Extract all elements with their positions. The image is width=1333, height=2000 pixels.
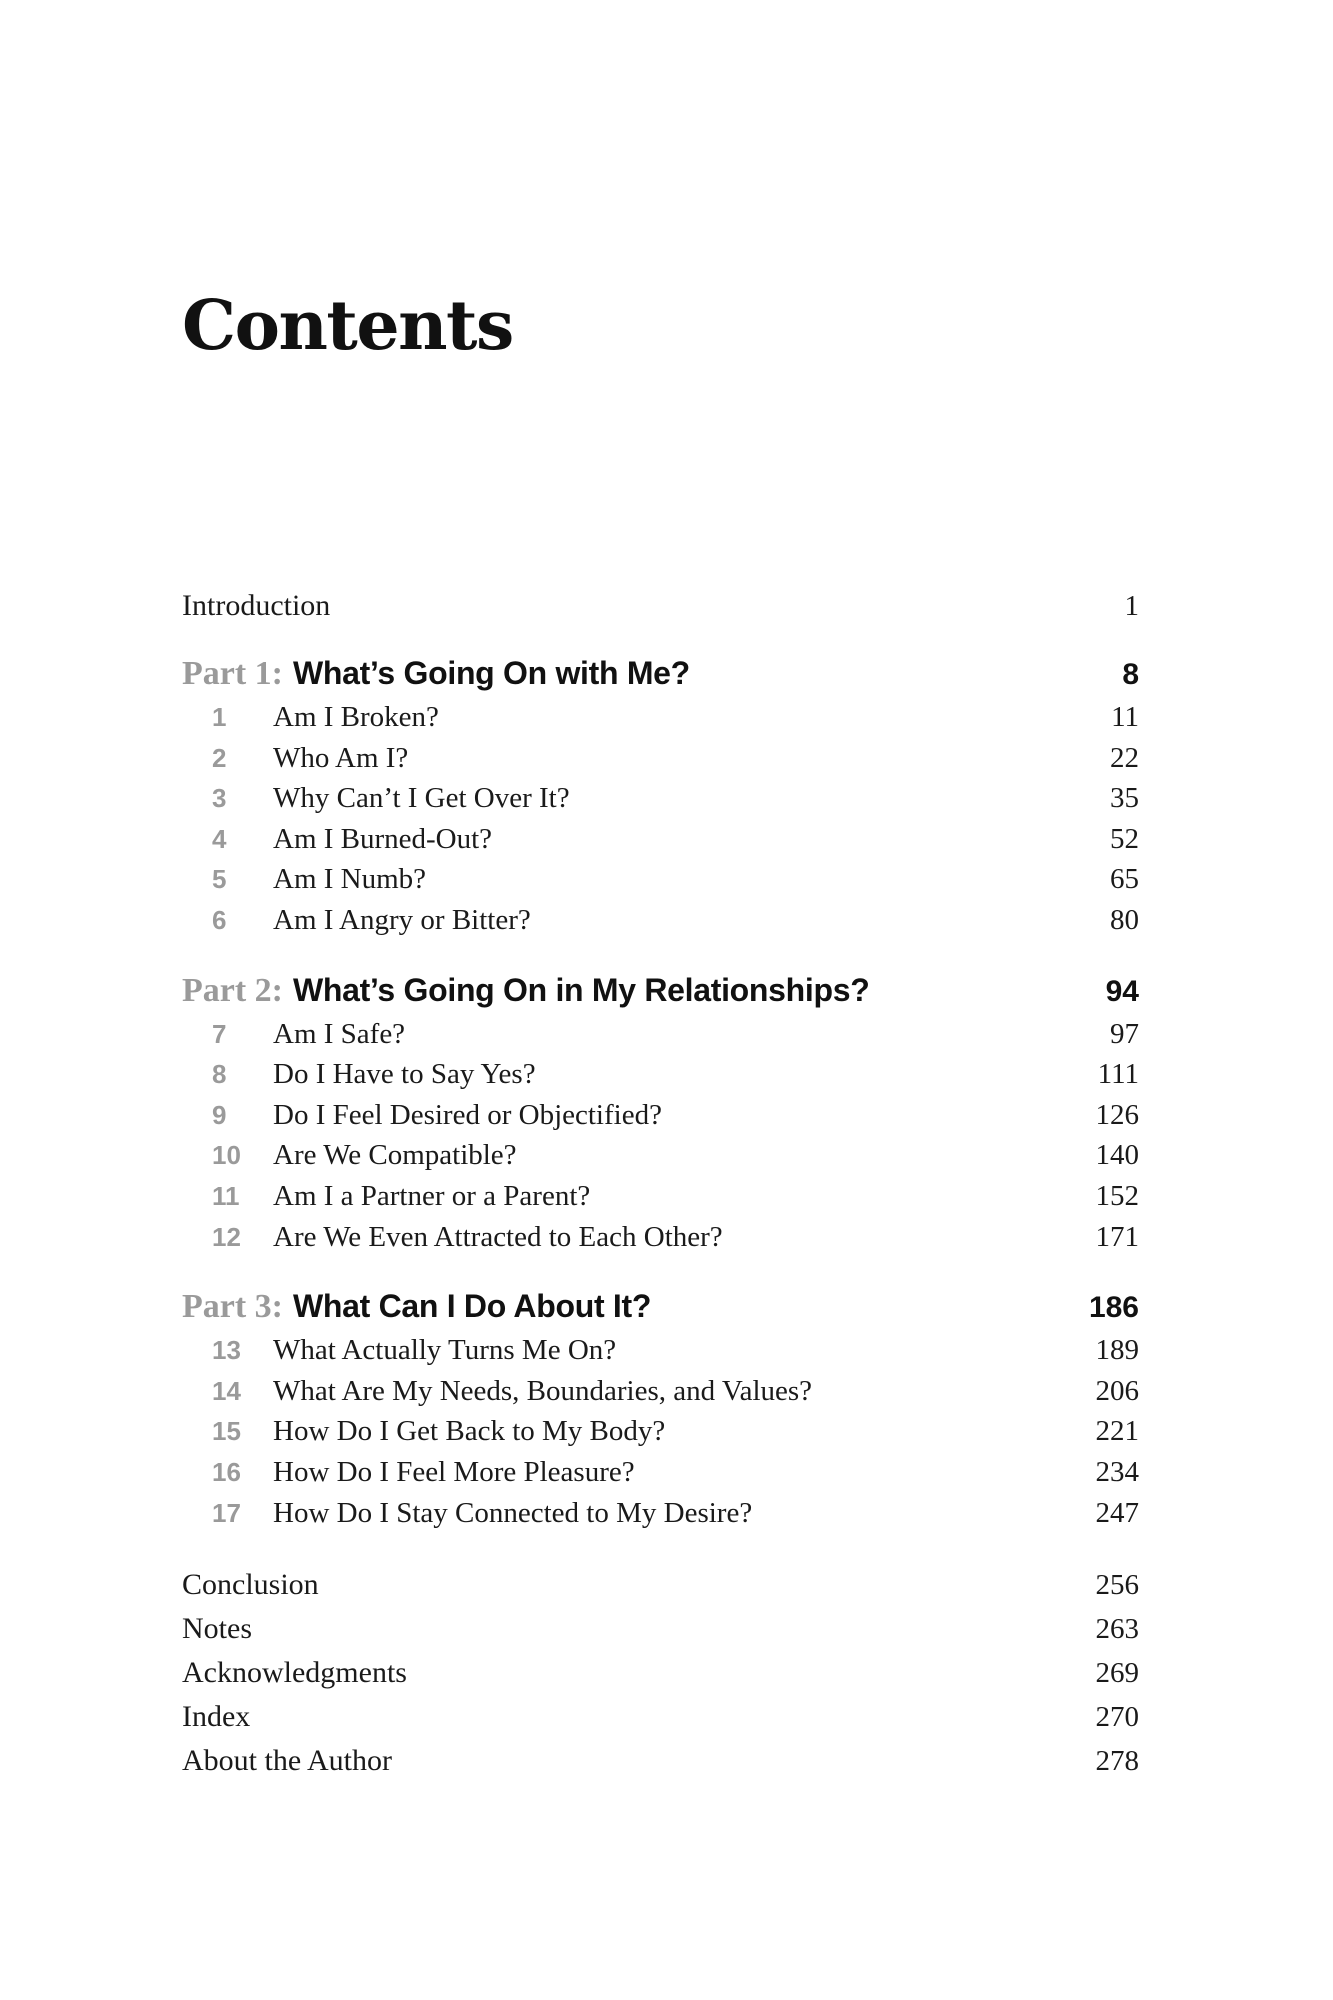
toc-chapter-3[interactable]	[182, 778, 1139, 819]
chapter-number: 14	[212, 1375, 241, 1406]
entry-title: Introduction	[182, 589, 331, 622]
chapter-heading	[182, 1176, 590, 1217]
spacer	[182, 1257, 1139, 1283]
chapter-number: 11	[212, 1180, 240, 1211]
chapter-title: Am I Burned-Out?	[273, 822, 493, 855]
chapter-title: Am I Numb?	[273, 863, 427, 896]
toc-chapter-11[interactable]	[182, 1176, 1139, 1217]
table-of-contents	[182, 586, 1139, 1783]
chapter-number: 16	[212, 1456, 241, 1487]
chapter-number: 9	[212, 1099, 227, 1130]
part-heading	[182, 650, 690, 697]
part-page-number: 94	[1105, 974, 1139, 1008]
toc-chapter-8[interactable]	[182, 1054, 1139, 1095]
toc-entry-about-the-author[interactable]	[182, 1739, 1139, 1783]
toc-chapter-5[interactable]	[182, 859, 1139, 900]
toc-chapter-10[interactable]	[182, 1135, 1139, 1176]
part-label: Part 1:	[182, 655, 284, 692]
entry-page-number: 1	[1124, 590, 1139, 622]
chapter-heading	[182, 1452, 635, 1493]
chapter-heading	[182, 819, 492, 860]
chapter-heading	[182, 778, 570, 819]
entry-title: About the Author	[182, 1744, 392, 1778]
toc-chapter-6[interactable]	[182, 900, 1139, 941]
chapter-number: 17	[212, 1497, 241, 1528]
chapter-heading	[182, 1054, 536, 1095]
chapter-heading	[182, 1411, 665, 1452]
entry-page-number: 269	[1095, 1657, 1139, 1690]
part-heading	[182, 967, 869, 1014]
part-heading	[182, 1283, 651, 1330]
entry-page-number: 278	[1095, 1745, 1139, 1778]
chapter-heading	[182, 1493, 752, 1534]
part-title: What’s Going On with Me?	[293, 655, 690, 691]
chapter-page-number: 52	[1110, 822, 1139, 855]
chapter-title: How Do I Get Back to My Body?	[273, 1415, 666, 1448]
toc-part-3[interactable]	[182, 1283, 1139, 1330]
part-page-number: 186	[1088, 1291, 1139, 1325]
entry-page-number: 263	[1095, 1613, 1139, 1646]
chapter-title: Why Can’t I Get Over It?	[273, 782, 570, 815]
chapter-title: Are We Even Attracted to Each Other?	[273, 1220, 723, 1253]
chapter-number: 3	[212, 783, 227, 814]
chapter-title: Who Am I?	[273, 741, 409, 774]
chapter-heading	[182, 859, 426, 900]
entry-page-number: 256	[1095, 1569, 1139, 1602]
spacer	[182, 626, 1139, 650]
entry-title: Notes	[182, 1612, 252, 1646]
chapter-heading	[182, 1330, 616, 1371]
chapter-number: 6	[212, 904, 227, 935]
chapter-page-number: 152	[1095, 1179, 1139, 1212]
chapter-heading	[182, 900, 531, 941]
chapter-title: How Do I Feel More Pleasure?	[273, 1455, 635, 1488]
spacer	[182, 941, 1139, 967]
toc-part-2[interactable]	[182, 967, 1139, 1014]
toc-entry-conclusion[interactable]	[182, 1563, 1139, 1607]
toc-chapter-14[interactable]	[182, 1371, 1139, 1412]
chapter-page-number: 111	[1097, 1058, 1139, 1091]
chapter-page-number: 35	[1110, 782, 1139, 815]
toc-entry-notes[interactable]	[182, 1607, 1139, 1651]
chapter-page-number: 171	[1095, 1220, 1139, 1253]
part-label: Part 3:	[182, 1288, 284, 1326]
chapter-number: 15	[212, 1416, 241, 1447]
toc-chapter-15[interactable]	[182, 1411, 1139, 1452]
chapter-number: 5	[212, 864, 227, 895]
toc-chapter-2[interactable]	[182, 738, 1139, 779]
chapter-number: 12	[212, 1221, 241, 1252]
chapter-page-number: 234	[1095, 1455, 1139, 1488]
chapter-number: 4	[212, 823, 227, 854]
chapter-title: What Are My Needs, Boundaries, and Values?	[273, 1374, 813, 1407]
chapter-heading	[182, 1095, 662, 1136]
entry-title: Conclusion	[182, 1568, 319, 1602]
chapter-number: 8	[212, 1059, 227, 1090]
chapter-title: Do I Have to Say Yes?	[273, 1058, 536, 1091]
chapter-title: Am I a Partner or a Parent?	[273, 1179, 591, 1212]
chapter-page-number: 97	[1110, 1017, 1139, 1050]
toc-entry-introduction[interactable]	[182, 586, 1139, 626]
toc-entry-acknowledgments[interactable]	[182, 1651, 1139, 1695]
chapter-title: What Actually Turns Me On?	[273, 1334, 617, 1367]
page-title: Contents	[182, 286, 513, 366]
toc-chapter-9[interactable]	[182, 1095, 1139, 1136]
toc-chapter-7[interactable]	[182, 1014, 1139, 1055]
chapter-number: 2	[212, 742, 227, 773]
entry-page-number: 270	[1095, 1701, 1139, 1734]
chapter-number: 1	[212, 702, 227, 732]
chapter-page-number: 65	[1110, 863, 1139, 896]
part-page-number: 8	[1122, 658, 1139, 691]
entry-title: Acknowledgments	[182, 1656, 407, 1690]
toc-chapter-1[interactable]	[182, 697, 1139, 738]
part-title: What’s Going On in My Relationships?	[293, 971, 870, 1008]
chapter-heading	[182, 1371, 812, 1412]
chapter-page-number: 22	[1110, 741, 1139, 774]
chapter-page-number: 206	[1095, 1374, 1139, 1407]
chapter-title: Am I Broken?	[273, 701, 439, 733]
entry-title: Index	[182, 1700, 251, 1734]
chapter-page-number: 80	[1110, 903, 1139, 936]
toc-chapter-13[interactable]	[182, 1330, 1139, 1371]
chapter-number: 7	[212, 1018, 227, 1049]
chapter-page-number: 189	[1095, 1334, 1139, 1367]
chapter-title: Am I Angry or Bitter?	[273, 903, 531, 936]
toc-chapter-4[interactable]	[182, 819, 1139, 860]
part-title: What Can I Do About It?	[293, 1288, 652, 1325]
toc-part-1[interactable]	[182, 650, 1139, 697]
chapter-heading	[182, 697, 439, 738]
chapter-number: 10	[212, 1140, 241, 1171]
chapter-heading	[182, 1135, 517, 1176]
toc-entry-index[interactable]	[182, 1695, 1139, 1739]
chapter-title: Am I Safe?	[273, 1017, 406, 1050]
chapter-page-number: 126	[1095, 1098, 1139, 1131]
chapter-title: How Do I Stay Connected to My Desire?	[273, 1496, 753, 1529]
chapter-number: 13	[212, 1335, 241, 1366]
chapter-heading	[182, 738, 408, 779]
chapter-heading	[182, 1014, 405, 1055]
chapter-title: Do I Feel Desired or Objectified?	[273, 1098, 662, 1131]
chapter-page-number: 247	[1095, 1496, 1139, 1529]
chapter-page-number: 140	[1095, 1139, 1139, 1172]
spacer	[182, 1533, 1139, 1563]
toc-chapter-12[interactable]	[182, 1217, 1139, 1258]
toc-chapter-16[interactable]	[182, 1452, 1139, 1493]
chapter-page-number: 11	[1111, 701, 1139, 733]
chapter-heading	[182, 1217, 723, 1258]
chapter-title: Are We Compatible?	[273, 1139, 517, 1172]
chapter-page-number: 221	[1095, 1415, 1139, 1448]
toc-chapter-17[interactable]	[182, 1493, 1139, 1534]
part-label: Part 2:	[182, 971, 284, 1009]
